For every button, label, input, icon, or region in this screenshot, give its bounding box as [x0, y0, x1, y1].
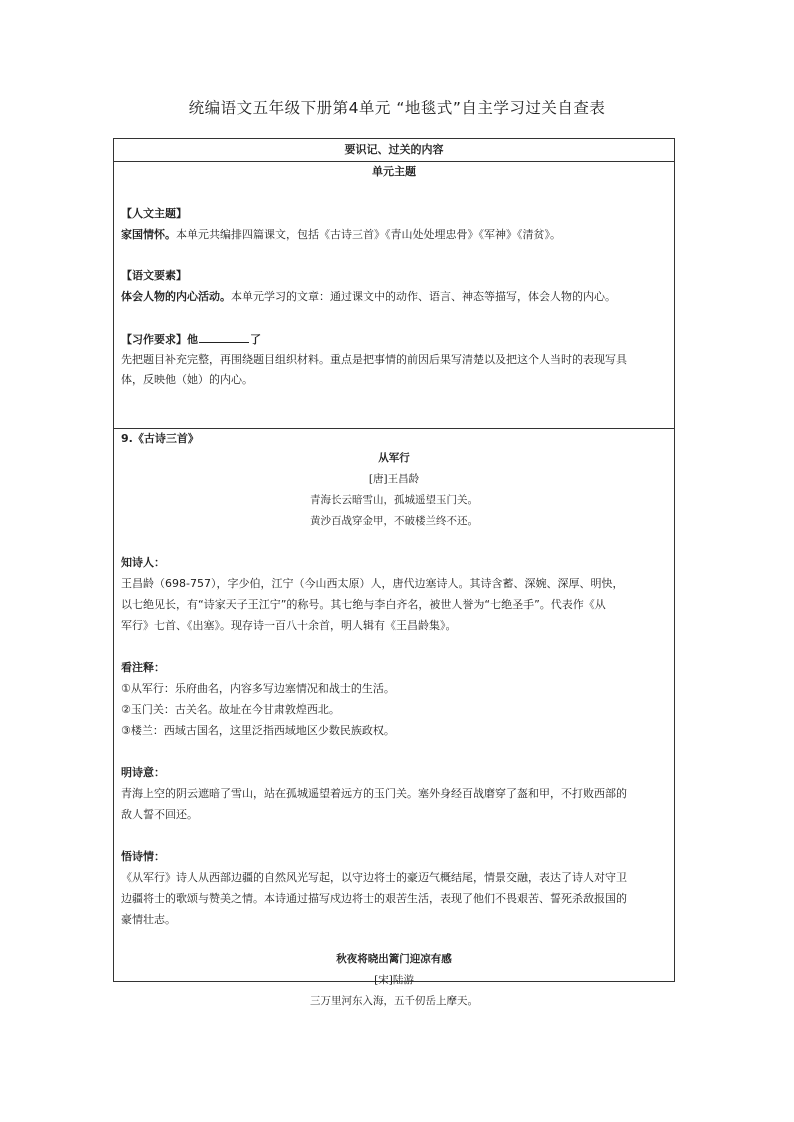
poet-line-3: 军行》七首、《出塞》。现存诗一百八十余首，明人辑有《王昌龄集》。	[121, 619, 457, 632]
fill-blank-line	[199, 332, 249, 343]
poem1-author: [唐]王昌龄	[368, 473, 420, 485]
language-text: 本单元学习的文章：通过课文中的动作、语言、神态等描写，体会人物的内心。	[231, 290, 616, 303]
humanities-label: 【人文主题】	[121, 207, 187, 220]
unit-theme-section	[114, 162, 674, 429]
poem1-line-1: 青海长云暗雪山，孤城遥望玉门关。	[310, 494, 478, 506]
feeling-label: 悟诗情：	[121, 850, 165, 863]
writing-label-a: 【习作要求】他	[121, 333, 198, 346]
poet-line-1: 王昌龄（698-757），字少伯，江宁（今山西太原）人，唐代边塞诗人。其诗含蓄、深婉、深厚、明快，	[121, 577, 624, 590]
poem1-title: 从军行	[378, 452, 410, 464]
writing-line-2: 体，反映他（她）的内心。	[121, 373, 253, 386]
writing-label	[121, 332, 261, 347]
writing-line-1: 先把题目补充完整，再围绕题目组织材料。重点是把事情的前因后果写清楚以及把这个人当时的表现写具	[121, 353, 627, 366]
feeling-line-2: 边疆将士的歌颂与赞美之情。本诗通过描写戍边将士的艰苦生活，表现了他们不畏艰苦、誓死杀敌报国的	[121, 892, 627, 905]
language-lead: 体会人物的内心活动。	[121, 290, 231, 303]
poet-line-2: 以七绝见长，有“诗家天子王江宁”的称号。其七绝与李白齐名，被世人誉为“七绝圣手”。代表作《从	[121, 598, 606, 611]
poem2-title: 秋夜将晓出篱门迎凉有感	[336, 953, 452, 965]
humanities-paragraph	[121, 228, 561, 242]
notes-label: 看注释：	[121, 661, 165, 674]
checklist-table	[113, 138, 675, 1007]
poem2-line-1: 三万里河东入海，五千仞岳上摩天。	[310, 995, 478, 1007]
document-title: 统编语文五年级下册第4单元 “地毯式”自主学习过关自查表	[188, 99, 606, 117]
language-paragraph	[121, 290, 616, 304]
feeling-line-1: 《从军行》诗人从西部边疆的自然风光写起，以守边将士的豪迈气概结尾，情景交融，表达了诗人对守卫	[121, 871, 627, 884]
poem2-author: [宋]陆游	[374, 974, 414, 986]
table-header: 要识记、过关的内容	[114, 139, 674, 162]
note-1: ①从军行：乐府曲名，内容多写边塞情况和战士的生活。	[121, 682, 395, 695]
writing-label-b: 了	[250, 333, 261, 346]
humanities-lead: 家国情怀。	[121, 228, 176, 241]
feeling-line-3: 豪情壮志。	[121, 913, 176, 926]
note-2: ②玉门关：古关名。故址在今甘肃敦煌西北。	[121, 703, 340, 716]
poet-label: 知诗人：	[121, 556, 165, 569]
meaning-line-1: 青海上空的阴云遮暗了雪山，站在孤城遥望着远方的玉门关。塞外身经百战磨穿了盔和甲，不打败西部的	[121, 787, 627, 800]
humanities-text: 本单元共编排四篇课文，包括《古诗三首》《青山处处埋忠骨》《军神》《清贫》。	[176, 228, 561, 241]
language-label: 【语文要素】	[121, 269, 187, 282]
meaning-label: 明诗意：	[121, 766, 165, 779]
lesson-section	[114, 429, 674, 1007]
poem1-line-2: 黄沙百战穿金甲，不破楼兰终不还。	[310, 515, 478, 527]
note-3: ③楼兰：西域古国名，这里泛指西域地区少数民族政权。	[121, 724, 395, 737]
unit-theme-heading: 单元主题	[372, 165, 416, 178]
meaning-line-2: 敌人誓不回还。	[121, 808, 198, 821]
lesson-heading: 9.《古诗三首》	[121, 432, 199, 445]
